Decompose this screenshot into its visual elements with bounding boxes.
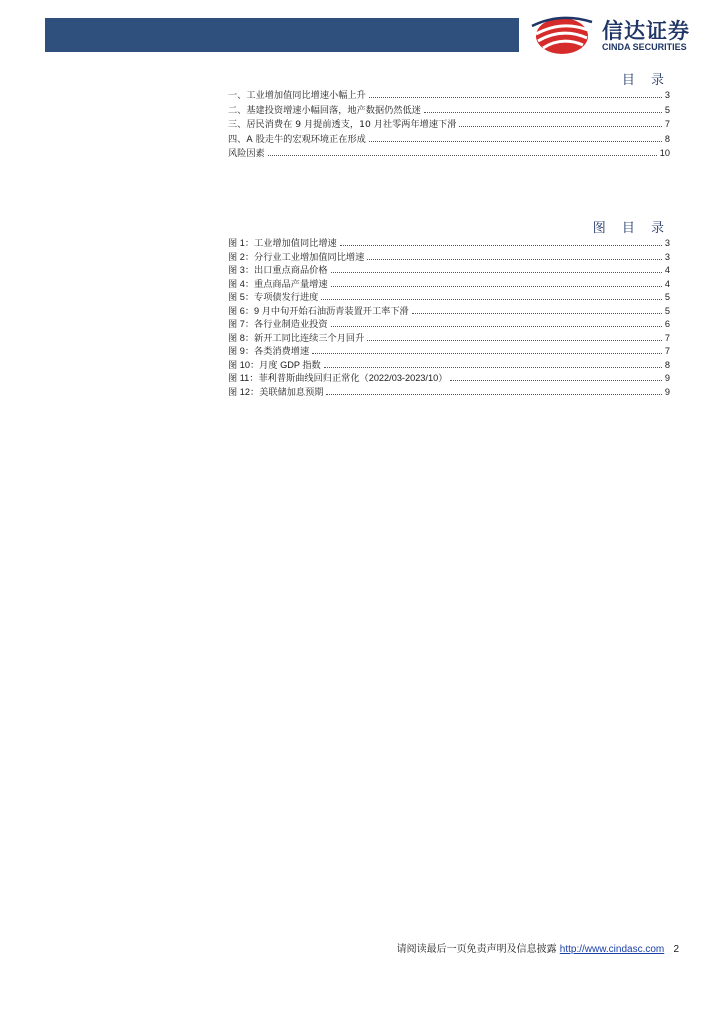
dot-leader [331, 317, 662, 327]
toc-entry-page: 8 [664, 133, 670, 144]
website-link[interactable]: http://www.cindasc.com [559, 944, 665, 955]
dot-leader [324, 358, 662, 368]
toc-entry-page: 5 [664, 104, 670, 115]
dot-leader [369, 132, 662, 142]
toc-entry[interactable] [228, 117, 670, 132]
dot-leader [369, 88, 662, 98]
figure-entry[interactable] [228, 371, 670, 385]
figure-entry-text: 图 11：菲利普斯曲线回归正常化（2022/03-2023/10） [228, 373, 448, 383]
figure-entry-text: 图 4：重点商品产量增速 [228, 278, 328, 289]
toc-entry-text: 四、A 股走牛的宏观环境正在形成 [228, 133, 366, 145]
toc-entry[interactable] [228, 88, 670, 103]
dot-leader [312, 344, 662, 354]
toc-entry-page: 3 [664, 90, 670, 100]
dot-leader [331, 263, 662, 273]
dot-leader [367, 250, 662, 260]
page-number: 2 [673, 944, 679, 955]
figure-entry-text: 图 2：分行业工业增加值同比增速 [228, 251, 365, 262]
toc-entry[interactable] [228, 146, 670, 161]
dot-leader [450, 371, 661, 381]
toc-entry[interactable] [228, 132, 670, 147]
figure-entry-text: 图 1：工业增加值同比增速 [228, 238, 337, 248]
dot-leader [459, 117, 661, 127]
dot-leader [326, 385, 661, 395]
figure-entry-text: 图 8：新开工同比连续三个月回升 [228, 332, 365, 343]
toc-entry-text: 风险因素 [228, 148, 265, 159]
figure-entry-page: 4 [664, 278, 670, 289]
header-bar [45, 18, 519, 52]
figure-entry[interactable] [228, 344, 670, 358]
figure-entry[interactable] [228, 236, 670, 250]
footer-disclaimer: 请阅读最后一页免责声明及信息披露 [396, 944, 557, 955]
brand-name-en: CINDA SECURITIES [602, 42, 687, 52]
toc-entry[interactable] [228, 103, 670, 118]
toc-entry-text: 二、基建投资增速小幅回落，地产数据仍然低迷 [228, 104, 421, 116]
figure-entry-page: 4 [664, 265, 670, 275]
figure-entry[interactable] [228, 250, 670, 264]
figure-entry-page: 5 [664, 292, 670, 302]
logo-sphere-icon [530, 14, 594, 56]
dot-leader [331, 277, 662, 287]
dot-leader [268, 146, 657, 156]
figure-entry-page: 3 [664, 251, 670, 262]
dot-leader [424, 103, 662, 113]
figure-entry[interactable] [228, 277, 670, 291]
figure-entry[interactable] [228, 358, 670, 372]
figure-entry-text: 图 9：各类消费增速 [228, 346, 310, 356]
toc-title: 目 录 [621, 73, 670, 88]
figure-entry[interactable] [228, 263, 670, 277]
cinda-logo [530, 14, 710, 56]
toc-entry-text: 一、工业增加值同比增速小幅上升 [228, 90, 366, 101]
figure-entry-page: 6 [664, 319, 670, 329]
figure-entry[interactable] [228, 304, 670, 318]
page-footer [397, 940, 679, 955]
figure-entry-text: 图 10：月度 GDP 指数 [228, 359, 321, 370]
figure-entry-page: 7 [664, 332, 670, 343]
toc-entry-page: 10 [659, 148, 670, 158]
figure-entry-page: 5 [664, 305, 670, 316]
figure-entry-text: 图 7：各行业制造业投资 [228, 319, 328, 329]
figure-entry[interactable] [228, 385, 670, 399]
dot-leader [367, 331, 662, 341]
figure-entry-text: 图 12：美联储加息预期 [228, 386, 324, 397]
figure-entry-page: 9 [664, 373, 670, 383]
toc-entry-text: 三、居民消费在 9 月提前透支，10 月社零两年增速下滑 [228, 119, 457, 130]
toc-list [228, 88, 670, 161]
dot-leader [321, 290, 662, 300]
brand-name-cn: 信达证券 [602, 19, 690, 43]
figure-index-list [228, 236, 670, 398]
figure-entry-text: 图 5：专项债发行进度 [228, 292, 319, 302]
figure-entry[interactable] [228, 331, 670, 345]
dot-leader [340, 236, 662, 246]
dot-leader [412, 304, 662, 314]
figure-entry[interactable] [228, 317, 670, 331]
figure-entry-page: 7 [664, 346, 670, 356]
figure-entry[interactable] [228, 290, 670, 304]
toc-entry-page: 7 [664, 119, 670, 129]
figure-entry-text: 图 6：9 月中旬开始石油沥青装置开工率下滑 [228, 305, 409, 316]
figure-entry-page: 3 [664, 238, 670, 248]
figure-entry-page: 9 [664, 386, 670, 397]
figure-entry-page: 8 [664, 359, 670, 370]
figure-index-title: 图 目 录 [592, 221, 670, 236]
figure-entry-text: 图 3：出口重点商品价格 [228, 265, 328, 275]
